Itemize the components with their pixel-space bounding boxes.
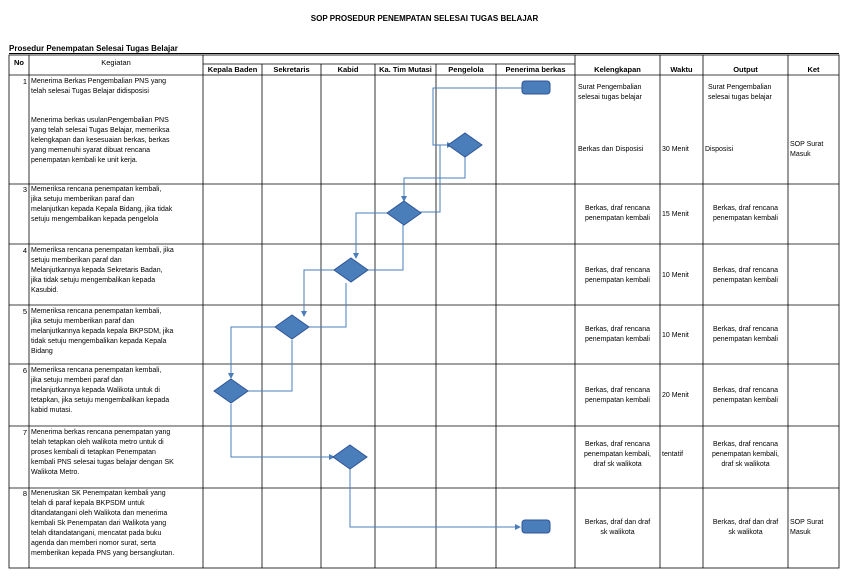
row-output: Disposisi: [705, 146, 734, 153]
header-ket: Ket: [807, 65, 820, 74]
row-output: Berkas, draf rencana penempatan kembali: [713, 326, 778, 343]
header-ka-tim-mutasi: Ka. Tim Mutasi: [379, 65, 432, 74]
row-number: 3: [22, 185, 27, 194]
row-kelengkapan: Berkas, draf rencana penempatan kembali: [585, 326, 650, 343]
row-kelengkapan: Berkas dan Disposisi: [578, 146, 644, 153]
row-output: Berkas, draf rencana penempatan kembali, draf sk walikota: [712, 441, 779, 468]
row-kelengkapan: Berkas, draf rencana penempatan kembali: [585, 267, 650, 284]
page-title: SOP PROSEDUR PENEMPATAN SELESAI TUGAS BELAJAR: [310, 14, 539, 23]
row-number: 8: [22, 489, 27, 498]
row-waktu: 10 Menit: [662, 272, 689, 279]
row-kelengkapan: Berkas, draf rencana penempatan kembali, draf sk walikota: [584, 441, 651, 468]
row-kegiatan: Menerima berkas rencana penempatan yang telah tetapkan oleh walikota metro untuk di proses kembali di tetapkan Penempatan kembali PNS selesai tugas belajar dengan SK Walikota Metro.: [31, 429, 174, 476]
row-number: 7: [22, 428, 27, 437]
header-sekretaris: Sekretaris: [273, 65, 310, 74]
header-kabid: Kabid: [337, 65, 359, 74]
row-kegiatan: Menerima Berkas Pengembalian PNS yang telah selesai Tugas Belajar didisposisi: [31, 78, 167, 95]
section-title: Prosedur Penempatan Selesai Tugas Belajar: [9, 44, 178, 53]
row-waktu: 20 Menit: [662, 392, 689, 399]
header-penerima-berkas: Penerima berkas: [505, 65, 566, 74]
header-no: No: [14, 58, 24, 67]
row-output: Surat Pengembalian selesai tugas belajar: [708, 84, 772, 101]
row-number: 6: [22, 366, 27, 375]
terminator-start: [522, 81, 550, 94]
row-output: Berkas, draf dan draf sk walikota: [712, 519, 779, 536]
decision-sekretaris: [275, 315, 309, 339]
decision-ka-tim-mutasi: [387, 201, 421, 225]
row-number: 5: [22, 307, 27, 316]
row-waktu: 15 Menit: [662, 211, 689, 218]
row-kelengkapan: Berkas, draf dan draf sk walikota: [584, 519, 651, 536]
row-kelengkapan: Berkas, draf rencana penempatan kembali: [585, 205, 650, 222]
decision-walikota: [333, 445, 367, 469]
header-pengelola: Pengelola: [448, 65, 484, 74]
row-output: Berkas, draf rencana penempatan kembali: [713, 267, 778, 284]
row-kelengkapan: Berkas, draf rencana penempatan kembali: [585, 387, 650, 404]
row-kegiatan: Meneruskan SK Penempatan kembali yang telah di paraf kepala BKPSDM untuk ditandatangani oleh Walikota dan menerima kembali Sk Penempatan dari Walikota yang telah ditandatangani, mencatat pada buku agenda dan memberi nomor surat, serta memberikan kepada PNS yang bersangkutan.: [31, 490, 175, 557]
row-waktu: tentatif: [662, 451, 684, 458]
decision-kepala-baden: [214, 379, 248, 403]
header-kegiatan: Kegiatan: [101, 58, 131, 67]
row-waktu: 10 Menit: [662, 332, 689, 339]
header-kelengkapan: Kelengkapan: [594, 65, 641, 74]
row-kegiatan: Memeriksa rencana penempatan kembali, jika setuju memberi paraf dan melanjutkannya kepada Walikota untuk di tetapkan, jika setuju mengembalikan kepada kabid mutasi.: [31, 367, 170, 414]
row-kelengkapan: Surat Pengembalian selesai tugas belajar: [578, 84, 642, 101]
header-kepala-baden: Kepala Baden: [207, 65, 258, 74]
decision-pengelola: [448, 133, 482, 157]
flow-connectors: [231, 88, 522, 527]
row-ket: SOP Surat Masuk: [790, 141, 824, 158]
row-kegiatan: Memeriksa rencana penempatan kembali, jika setuju memberikan paraf dan melanjutkannya kepada kepala BKPSDM, jika tidak setuju mengembalikan kepada Kepala Bidang: [31, 308, 174, 355]
row-number: 4: [22, 246, 27, 255]
terminator-end: [522, 520, 550, 533]
decision-kabid: [334, 258, 368, 282]
row-number: 1: [22, 77, 27, 86]
header-waktu: Waktu: [670, 65, 693, 74]
row-kegiatan: Memeriksa rencana penempatan kembali, jika setuju memberikan paraf dan Melanjutkannya kepada Sekretaris Badan, jika tidak setuju mengembalikan kepada Kasubid.: [31, 247, 174, 294]
row-kegiatan: Memeriksa rencana penempatan kembali, jika setuju memberikan paraf dan melanjutkan kepada Kepala Bidang, jika tidak setuju mengembalikan kepada pengelola: [31, 186, 173, 223]
row-ket: SOP Surat Masuk: [790, 519, 824, 536]
row-kegiatan: Menerima berkas usulanPengembalian PNS yang telah selesai Tugas Belajar, memeriksa kelengkapan dan kesesuaian berkas, berkas yang memenuhi syarat dibuat rencana penempatan kembali ke unit kerja.: [31, 117, 170, 164]
row-output: Berkas, draf rencana penempatan kembali: [713, 387, 778, 404]
row-waktu: 30 Menit: [662, 146, 689, 153]
header-output: Output: [733, 65, 758, 74]
row-output: Berkas, draf rencana penempatan kembali: [713, 205, 778, 222]
